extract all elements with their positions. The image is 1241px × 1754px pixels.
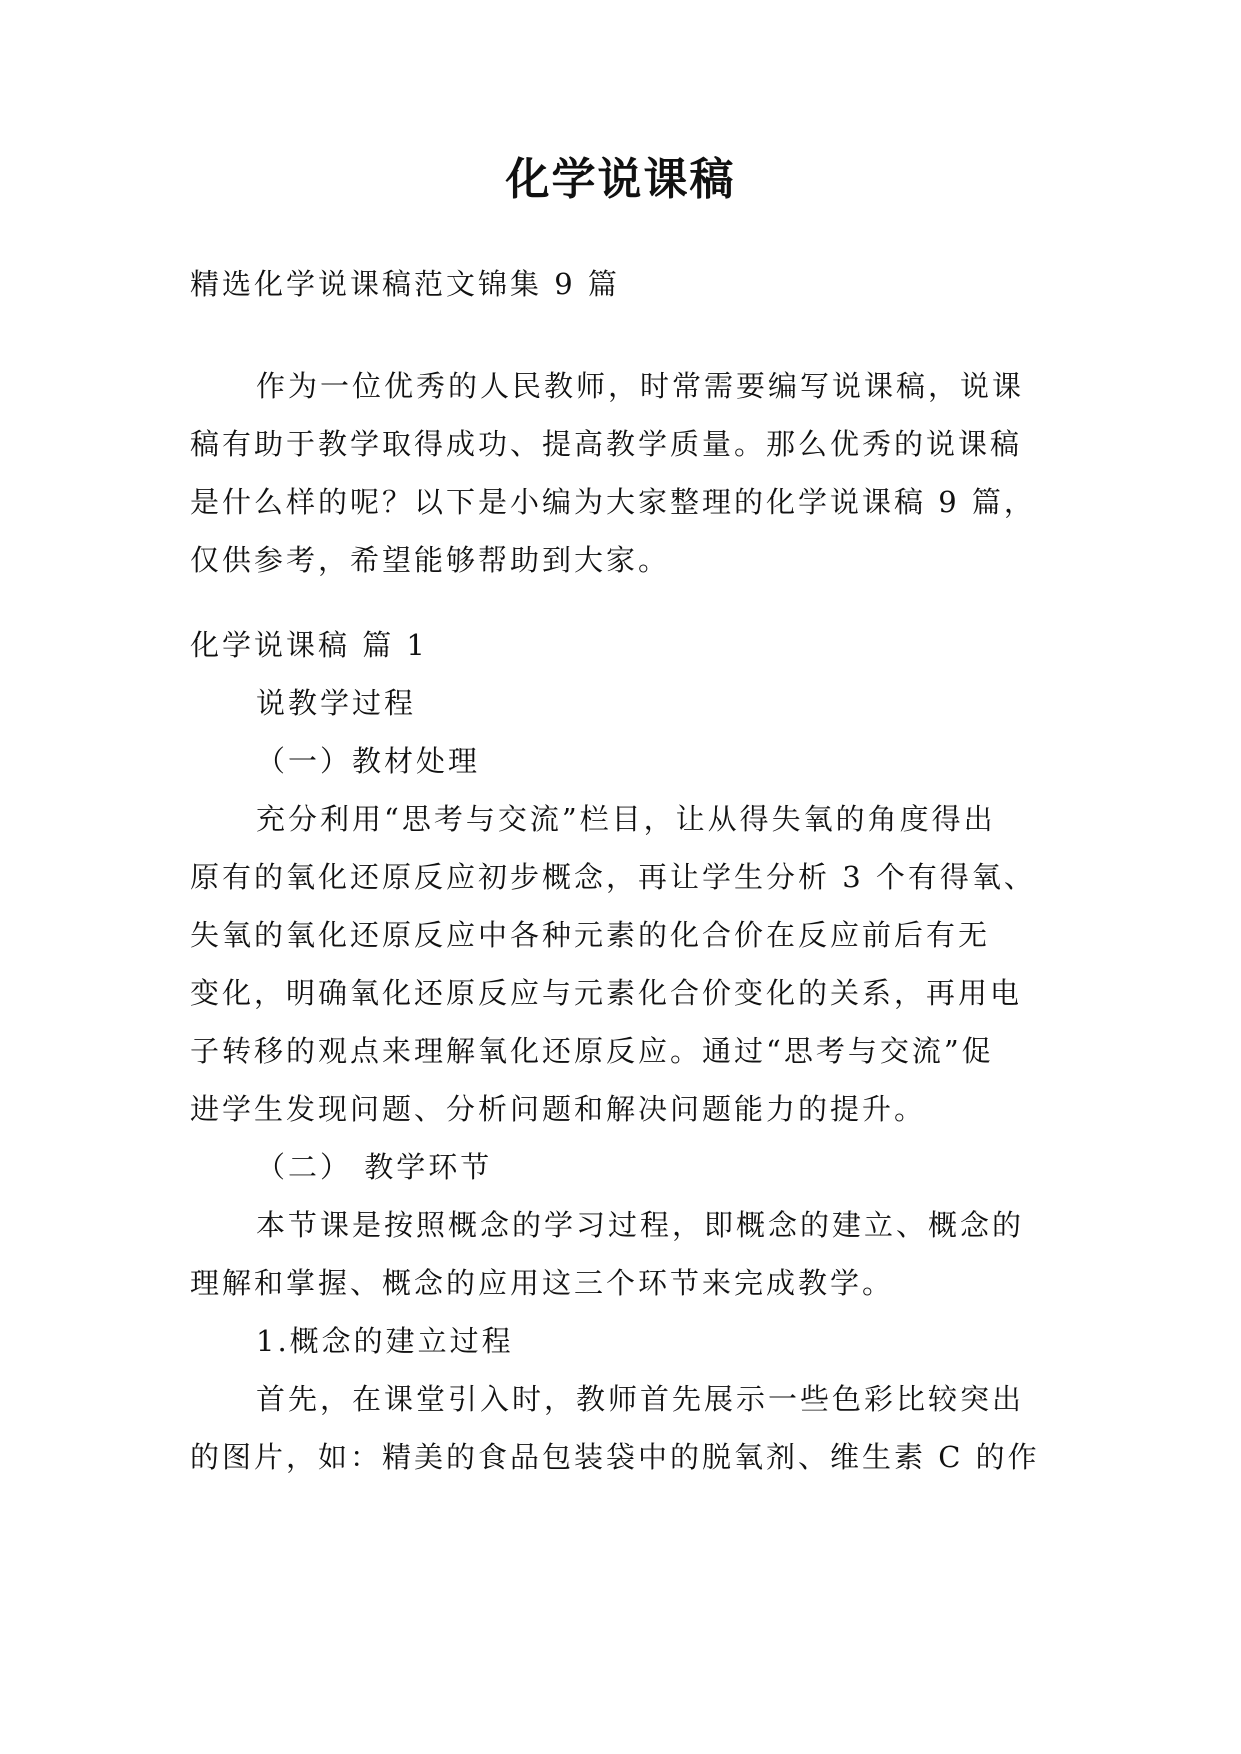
document-title: 化学说课稿 [505,154,736,205]
paragraph-line: 作为一位优秀的人民教师，时常需要编写说课稿，说课 [256,369,1025,403]
section-line: 进学生发现问题、分析问题和解决问题能力的提升。 [190,1092,927,1126]
section-line: 原有的氧化还原反应初步概念，再让学生分析 3 个有得氧、 [190,860,1036,894]
paragraph-line: 仅供参考，希望能够帮助到大家。 [190,543,671,577]
paragraph-line: 是什么样的呢？以下是小编为大家整理的化学说课稿 9 篇， [190,485,1036,519]
section-line: 变化，明确氧化还原反应与元素化合价变化的关系，再用电 [190,976,1023,1010]
section-line: （一）教材处理 [256,744,481,778]
section-heading: 化学说课稿 篇 1 [190,628,428,662]
section-line: 子转移的观点来理解氧化还原反应。通过“思考与交流”促 [190,1034,994,1068]
document-subtitle-block [190,255,1050,313]
section-1 [190,616,1050,1486]
section-line: 的图片，如：精美的食品包装袋中的脱氧剂、维生素 C 的作 [190,1440,1040,1474]
section-line: 首先，在课堂引入时，教师首先展示一些色彩比较突出 [256,1382,1025,1416]
intro-paragraph [190,357,1050,589]
section-line: 1.概念的建立过程 [256,1324,514,1358]
document-subtitle: 精选化学说课稿范文锦集 9 篇 [190,267,620,301]
section-line: 失氧的氧化还原反应中各种元素的化合价在反应前后有无 [190,918,991,952]
section-line: （二） 教学环节 [256,1150,493,1184]
paragraph-line: 稿有助于教学取得成功、提高教学质量。那么优秀的说课稿 [190,427,1023,461]
section-line: 充分利用“思考与交流”栏目，让从得失氧的角度得出 [256,802,996,836]
section-line: 本节课是按照概念的学习过程，即概念的建立、概念的 [256,1208,1025,1242]
section-line: 说教学过程 [256,686,417,720]
section-line: 理解和掌握、概念的应用这三个环节来完成教学。 [190,1266,895,1300]
